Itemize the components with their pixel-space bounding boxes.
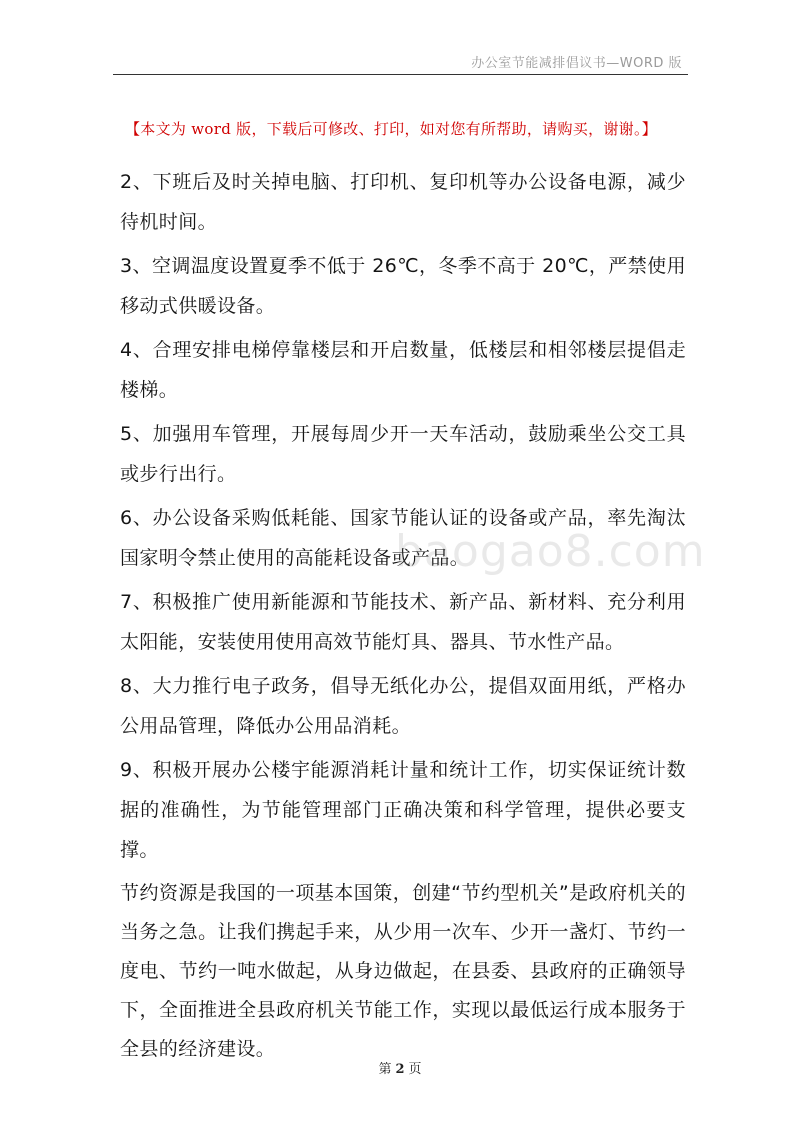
paragraph-item-4: 4、合理安排电梯停靠楼层和开启数量，低楼层和相邻楼层提倡走楼梯。 — [120, 339, 686, 401]
document-header-title: 办公室节能减排倡议书—WORD 版 — [471, 56, 682, 71]
site-watermark: baogao8.com — [395, 526, 706, 577]
document-body — [120, 162, 686, 1073]
closing-paragraph: 节约资源是我国的一项基本国策，创建“节约型机关”是政府机关的当务之急。让我们携起手来，从少用一次车、少开一盏灯、节约一度电、节约一吨水做起，从身边做起，在县委、县政府的正确领导下，全面推进全县政府机关节能工作，实现以最低运行成本服务于全县的经济建设。 — [120, 882, 686, 1060]
paragraph-item-3: 3、空调温度设置夏季不低于 26℃，冬季不高于 20℃，严禁使用移动式供暖设备。 — [120, 255, 686, 317]
page-footer — [0, 1058, 800, 1077]
paragraph-item-8: 8、大力推行电子政务，倡导无纸化办公，提倡双面用纸，严格办公用品管理，降低办公用品消耗。 — [120, 675, 686, 737]
purchase-notice: 【本文为 word 版，下载后可修改、打印，如对您有所帮助，请购买，谢谢。】 — [125, 120, 658, 138]
paragraph-item-5: 5、加强用车管理，开展每周少开一天车活动，鼓励乘坐公交工具或步行出行。 — [120, 423, 686, 485]
header-divider — [113, 74, 688, 75]
page-number: 2 — [395, 1062, 405, 1077]
paragraph-item-7: 7、积极推广使用新能源和节能技术、新产品、新材料、充分利用太阳能，安装使用使用高效节能灯具、器具、节水性产品。 — [120, 591, 686, 653]
paragraph-item-6: 6、办公设备采购低耗能、国家节能认证的设备或产品，率先淘汰国家明令禁止使用的高能耗设备或产品。 — [120, 507, 686, 569]
paragraph-item-9: 9、积极开展办公楼宇能源消耗计量和统计工作，切实保证统计数据的准确性，为节能管理部门正确决策和科学管理，提供必要支撑。 — [120, 759, 686, 861]
footer-suffix: 页 — [408, 1062, 422, 1077]
paragraph-item-2: 2、下班后及时关掉电脑、打印机、复印机等办公设备电源，减少待机时间。 — [120, 171, 686, 233]
footer-prefix: 第 — [378, 1062, 392, 1077]
